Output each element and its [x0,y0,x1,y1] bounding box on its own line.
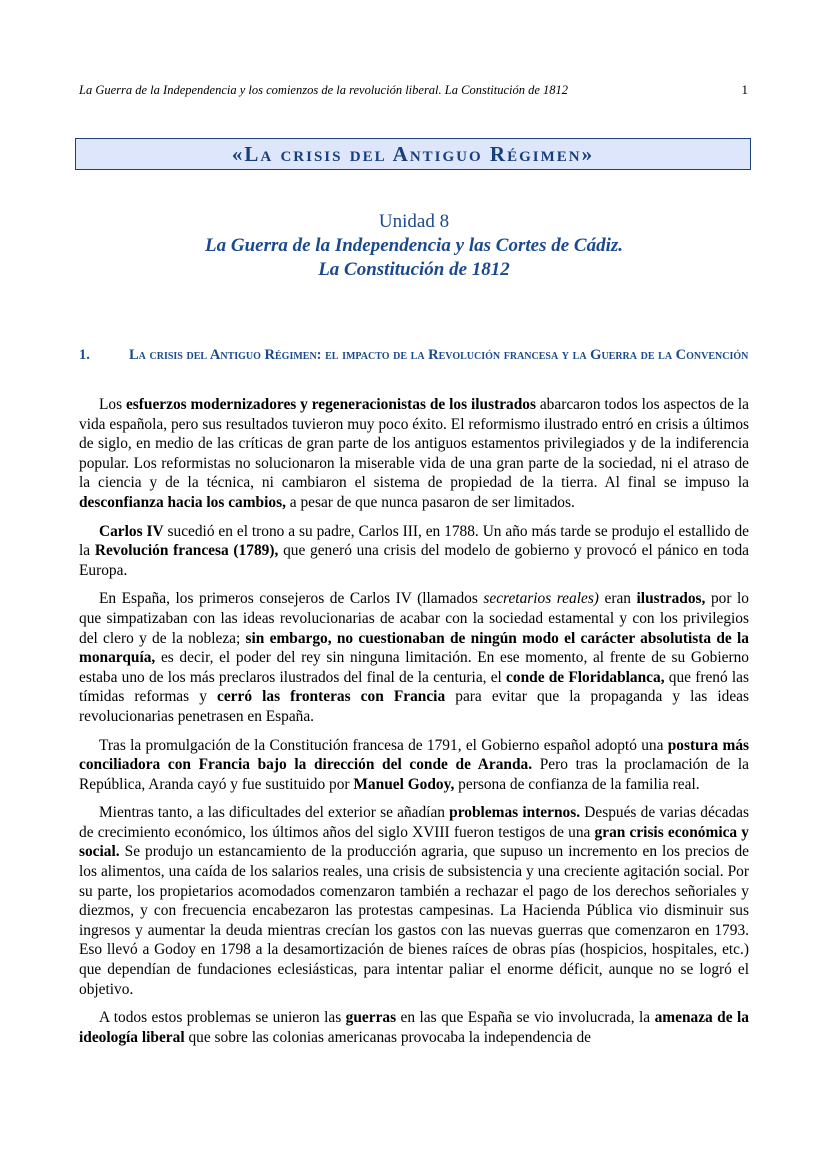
unit-number: Unidad 8 [378,211,450,232]
page-number: 1 [741,82,748,97]
text-run: por lo que simpatizaban con las ideas revolucionarias de acabar con la sociedad estamental y con los privilegios del clero y de la nobleza; [79,590,749,647]
bold-phrase: Revolución francesa (1789), [94,542,279,560]
text-run: En España, los primeros consejeros de Carlos IV (llamados [99,590,484,608]
section-title: La crisis del Antiguo Régimen: el impacto de la Revolución francesa y la Guerra de la Convención [129,347,749,363]
title-box [75,138,751,170]
bold-phrase: sin embargo, no cuestionaban de ningún modo el carácter absolutista de la monarquía, [79,629,749,667]
bold-phrase: esfuerzos modernizadores y regeneracionistas de los ilustrados [125,396,536,413]
paragraph [79,522,749,581]
bold-phrase: postura más conciliadora con Francia bajo la dirección del conde de Aranda. [79,736,749,774]
text-run: que sobre las colonias americanas provocaba la independencia de [184,1028,591,1046]
bold-phrase: cerró las fronteras con Francia [217,688,446,706]
text-run: eran [598,590,637,608]
unit-subtitle-line2: La Constitución de 1812 [318,259,510,280]
text-run: Mientras tanto, a las dificultades del exterior se añadían [99,804,450,822]
text-run: para evitar que la propaganda y las ideas revolucionarias penetrasen en España. [79,688,749,725]
text-run: A todos estos problemas se unieron las [99,1009,346,1027]
text-run: Los [99,396,126,413]
text-run: Se produjo un estancamiento de la producción agraria, que supuso un incremento en los precios de los alimentos, una caída de los salarios reales, una crisis de subsistencia y una creciente agitación social. Por su parte, los propietarios acomodados comenzaron también a rechazar el pago de los derechos señoriales y diezmos, y con frecuencia encabezaron las protestas campesinas. La Hacienda Pública vio disminuir sus ingresos y aumentar la deuda mientras crecían los gastos con las nuevas guerras que comenzaron en 1793. Eso llevó a Godoy en 1798 a la desamortización de bienes raíces de obras pías (hospicios, hospitales, etc.) que dependían de fundaciones eclesiásticas, para intentar paliar el enorme déficit, aunque no se logró el objetivo. [79,843,749,998]
title-box-text: «La crisis del Antiguo Régimen» [231,141,595,166]
bold-phrase: ilustrados, [636,590,706,608]
text-run: es decir, el poder del rey sin ninguna limitación. En ese momento, al frente de su Gobierno estaba uno de los más preclaros ilustrados del final de la centuria, el [79,649,749,686]
paragraph [79,1008,749,1047]
paragraph [79,395,749,513]
text-run: a pesar de que nunca pasaron de ser limitados. [285,493,575,511]
paragraph [79,803,749,999]
text-run: Pero tras la proclamación de la República, Aranda cayó y fue sustituido por [79,756,749,793]
bold-phrase: problemas internos. [449,804,581,822]
bold-phrase: gran crisis económica y social. [79,823,749,861]
paragraph [79,736,749,795]
text-run: que frenó las tímidas reformas y [79,668,749,706]
text-run: en las que España se vio involucrada, la [396,1009,655,1027]
bold-phrase: desconfianza hacia los cambios, [79,493,286,511]
italic-phrase: secretarios reales) [483,590,599,608]
text-run: abarcaron todos los aspectos de la vida española, pero sus resultados tuvieron muy poco éxito. El reformismo ilustrado entró en crisis a últimos de siglo, en medio de las críticas de gran parte de los antiguos estamentos privilegiados y de la indiferencia popular. Los reformistas no solucionaron la miserable vida de una gran parte de la sociedad, ni el atraso de la ciencia y de la técnica, ni cambiaron el sistema de propiedad de la tierra. Al final se impuso la [79,396,749,492]
section-number: 1. [79,347,90,363]
running-header: La Guerra de la Independencia y los comienzos de la revolución liberal. La Constitución de 1812 [79,83,569,97]
text-run: Después de varias décadas de crecimiento económico, los últimos años del siglo XVIII fueron testigos de una [79,804,749,841]
body-text [79,395,749,1056]
text-run: sucedió en el trono a su padre, Carlos III, en 1788. Un año más tarde se produjo el estallido de la [79,522,749,560]
section-heading [79,346,751,365]
bold-phrase: conde de Floridablanca, [506,668,665,686]
unit-block [79,210,749,282]
bold-phrase: Carlos IV [99,522,164,540]
text-run: que generó una crisis del modelo de gobierno y provocó el pánico en toda Europa. [79,542,749,579]
text-run: persona de confianza de la familia real. [454,775,700,793]
bold-phrase: guerras [345,1009,397,1027]
paragraph [79,589,749,726]
unit-subtitle-line1: La Guerra de la Independencia y las Cortes de Cádiz. [205,235,623,256]
bold-phrase: amenaza de la ideología liberal [79,1009,749,1046]
bold-phrase: Manuel Godoy, [353,775,455,793]
text-run: Tras la promulgación de la Constitución francesa de 1791, el Gobierno español adoptó una [99,736,668,754]
